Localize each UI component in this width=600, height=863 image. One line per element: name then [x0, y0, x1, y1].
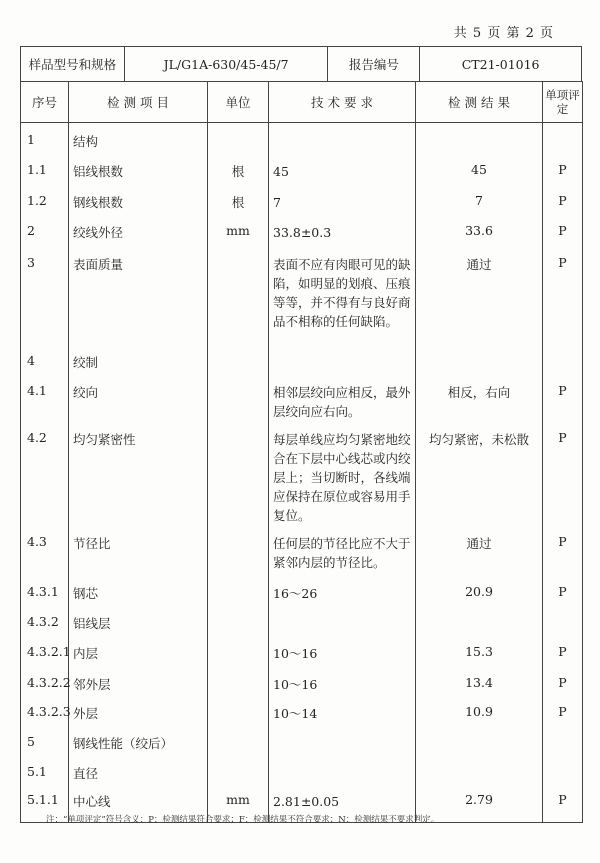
requirement-cell [269, 214, 416, 246]
row-number-text: 4.3.1 [27, 583, 59, 599]
item-name-cell [69, 374, 208, 421]
unit-text [208, 725, 268, 734]
requirement-cell [269, 635, 416, 666]
evaluation-text: P [558, 791, 567, 807]
requirement-cell [269, 123, 416, 153]
row-number-cell [21, 421, 69, 525]
row-number-text: 4.2 [27, 429, 47, 445]
result-text: 通过 [466, 256, 492, 272]
requirement-cell [269, 184, 416, 214]
table-row [21, 605, 583, 635]
row-number-cell [21, 344, 69, 374]
evaluation-cell [543, 635, 583, 666]
item-name-cell [69, 635, 208, 666]
row-number-text: 2 [27, 222, 35, 238]
item-name-text: 邻外层 [73, 676, 111, 692]
result-text: 13.4 [465, 674, 493, 690]
row-number-cell [21, 525, 69, 575]
requirement-cell [269, 246, 416, 344]
result-cell [416, 525, 543, 575]
item-name-text: 铝线层 [73, 615, 111, 631]
row-number-text: 5.1.1 [27, 791, 59, 807]
report-header-table [20, 46, 582, 82]
result-text: 均匀紧密，未松散 [428, 431, 529, 447]
unit-cell [208, 184, 269, 214]
requirement-cell [269, 374, 416, 421]
unit-cell [208, 246, 269, 344]
item-name-cell [69, 421, 208, 525]
result-cell [416, 635, 543, 666]
row-number-cell [21, 575, 69, 605]
item-name-text: 钢线根数 [73, 194, 124, 210]
evaluation-text: P [558, 703, 567, 719]
requirement-text: 45 [273, 163, 289, 179]
result-text [416, 123, 542, 132]
table-row [21, 184, 583, 214]
requirement-text [273, 725, 411, 734]
item-name-text: 钢芯 [73, 585, 99, 601]
item-name-cell [69, 123, 208, 153]
requirement-cell [269, 666, 416, 695]
table-row [21, 525, 583, 575]
unit-text [208, 575, 268, 584]
unit-text [208, 374, 268, 383]
unit-text [208, 755, 268, 764]
table-row [21, 246, 583, 344]
evaluation-text: P [558, 222, 567, 238]
result-cell [416, 246, 543, 344]
result-text [416, 605, 542, 614]
result-text: 2.79 [465, 791, 493, 807]
row-number-text: 3 [27, 254, 35, 270]
item-name-cell [69, 666, 208, 695]
unit-cell [208, 605, 269, 635]
row-number-cell [21, 184, 69, 214]
result-cell [416, 666, 543, 695]
result-cell [416, 123, 543, 153]
evaluation-cell [543, 246, 583, 344]
unit-cell [208, 344, 269, 374]
row-number-cell [21, 214, 69, 246]
unit-cell [208, 123, 269, 153]
column-header-unit: 单位 [208, 82, 269, 123]
item-name-text: 均匀紧密性 [73, 431, 136, 447]
evaluation-cell [543, 525, 583, 575]
row-number-cell [21, 725, 69, 755]
unit-cell [208, 421, 269, 525]
requirement-text [273, 605, 411, 614]
requirement-text: 2.81±0.05 [273, 793, 340, 809]
row-number-cell [21, 755, 69, 783]
report-number-label: 报告编号 [328, 47, 420, 82]
row-number-text: 5 [27, 733, 35, 749]
model-value: JL/G1A-630/45-45/7 [124, 47, 328, 82]
row-number-text: 1.2 [27, 192, 47, 208]
table-row [21, 214, 583, 246]
result-text: 7 [475, 192, 483, 208]
result-cell [416, 153, 543, 184]
row-number-text: 4.3.2.2 [27, 674, 71, 690]
column-header-no: 序号 [21, 82, 69, 123]
page-indicator: 共 5 页 第 2 页 [453, 26, 554, 41]
evaluation-text: P [558, 583, 567, 599]
result-text: 15.3 [465, 643, 493, 659]
table-row [21, 725, 583, 755]
result-cell [416, 374, 543, 421]
result-cell [416, 214, 543, 246]
result-cell [416, 725, 543, 755]
requirement-text: 表面不应有肉眼可见的缺陷，如明显的划痕、压痕等等，并不得有与良好商品不相称的任何缺陷。 [273, 256, 411, 329]
item-name-text: 铝线根数 [73, 163, 124, 179]
evaluation-cell [543, 666, 583, 695]
unit-cell [208, 695, 269, 725]
row-number-cell [21, 123, 69, 153]
item-name-text: 内层 [73, 645, 99, 661]
item-name-cell [69, 153, 208, 184]
evaluation-text [543, 755, 582, 764]
row-number-cell [21, 374, 69, 421]
row-number-text: 4.3.2.3 [27, 703, 71, 719]
table-row [21, 153, 583, 184]
item-name-cell [69, 605, 208, 635]
unit-text [208, 421, 268, 430]
item-name-text: 钢线性能（绞后） [73, 735, 174, 751]
evaluation-text: P [558, 643, 567, 659]
evaluation-text [543, 725, 582, 734]
unit-cell [208, 755, 269, 783]
result-text: 20.9 [465, 583, 493, 599]
evaluation-text: P [558, 192, 567, 208]
row-number-cell [21, 605, 69, 635]
evaluation-cell [543, 605, 583, 635]
unit-cell [208, 525, 269, 575]
table-row [21, 695, 583, 725]
row-number-text: 5.1 [27, 763, 47, 779]
evaluation-cell [543, 755, 583, 783]
requirement-text: 每层单线应均匀紧密地绞合在下层中心线芯或内绞层上；当切断时，各线端应保持在原位或容易用手复位。 [273, 431, 411, 523]
evaluation-text [543, 123, 582, 132]
evaluation-cell [543, 695, 583, 725]
inspection-table [20, 81, 583, 823]
result-cell [416, 344, 543, 374]
model-label: 样品型号和规格 [21, 47, 125, 82]
item-name-cell [69, 755, 208, 783]
table-row [21, 421, 583, 525]
requirement-cell [269, 605, 416, 635]
requirement-cell [269, 695, 416, 725]
unit-text [208, 666, 268, 675]
row-number-text: 4.3.2.1 [27, 643, 71, 659]
unit-text [208, 525, 268, 534]
result-text: 相反，右向 [447, 384, 511, 400]
requirement-text: 16～26 [273, 585, 318, 601]
unit-text [208, 635, 268, 644]
item-name-text: 表面质量 [73, 256, 124, 272]
result-text [416, 344, 542, 353]
unit-text [208, 246, 268, 255]
item-name-text: 绞向 [73, 384, 99, 400]
unit-cell [208, 635, 269, 666]
requirement-text [273, 755, 411, 764]
table-row [21, 755, 583, 783]
evaluation-text: P [558, 382, 567, 398]
item-name-text: 结构 [73, 134, 99, 149]
evaluation-text: P [558, 533, 567, 549]
requirement-text: 33.8±0.3 [273, 224, 332, 240]
evaluation-cell [543, 421, 583, 525]
result-cell [416, 184, 543, 214]
table-row [21, 575, 583, 605]
result-text: 10.9 [465, 703, 493, 719]
row-number-cell [21, 695, 69, 725]
requirement-cell [269, 755, 416, 783]
column-header-evaluation: 单项评定 [543, 82, 583, 123]
row-number-text: 1 [27, 132, 35, 147]
requirement-text: 10～14 [273, 705, 318, 721]
row-number-text: 4.1 [27, 382, 47, 398]
requirement-cell [269, 575, 416, 605]
table-row [21, 666, 583, 695]
unit-text: 根 [231, 194, 245, 210]
evaluation-text [543, 344, 582, 353]
result-cell [416, 575, 543, 605]
evaluation-text: P [558, 429, 567, 445]
evaluation-cell [543, 725, 583, 755]
column-header-requirement: 技 术 要 求 [269, 82, 416, 123]
evaluation-text [543, 605, 582, 614]
result-cell [416, 755, 543, 783]
result-cell [416, 605, 543, 635]
unit-cell [208, 374, 269, 421]
unit-text [208, 344, 268, 353]
requirement-text: 相邻层绞向应相反，最外层绞向应右向。 [273, 384, 411, 419]
unit-cell [208, 575, 269, 605]
table-header-row [21, 82, 583, 123]
item-name-text: 绞线外径 [73, 224, 124, 240]
result-text [416, 755, 542, 764]
requirement-text [273, 123, 411, 132]
requirement-cell [269, 153, 416, 184]
item-name-cell [69, 214, 208, 246]
row-number-text: 4.3 [27, 533, 47, 549]
requirement-text: 10～16 [273, 645, 318, 661]
requirement-cell [269, 421, 416, 525]
requirement-text: 7 [273, 194, 281, 210]
row-number-text: 1.1 [27, 161, 47, 177]
evaluation-cell [543, 153, 583, 184]
item-name-text: 外层 [73, 705, 99, 721]
column-header-result: 检 测 结 果 [416, 82, 543, 123]
item-name-cell [69, 184, 208, 214]
item-name-text: 直径 [73, 765, 99, 781]
evaluation-text: P [558, 161, 567, 177]
result-cell [416, 695, 543, 725]
item-name-text: 绞制 [73, 354, 99, 370]
row-number-cell [21, 635, 69, 666]
row-number-text: 4 [27, 352, 35, 368]
result-text: 33.6 [465, 222, 493, 238]
evaluation-cell [543, 344, 583, 374]
item-name-text: 中心线 [73, 793, 111, 809]
result-cell [416, 421, 543, 525]
evaluation-cell [543, 123, 583, 153]
evaluation-cell [543, 783, 583, 823]
item-name-cell [69, 246, 208, 344]
evaluation-cell [543, 214, 583, 246]
item-name-cell [69, 575, 208, 605]
row-number-cell [21, 246, 69, 344]
unit-text [208, 605, 268, 614]
unit-text: mm [226, 222, 250, 238]
item-name-text: 节径比 [73, 535, 111, 551]
requirement-cell [269, 725, 416, 755]
requirement-cell [269, 525, 416, 575]
evaluation-text: P [558, 674, 567, 690]
item-name-cell [69, 695, 208, 725]
table-row [21, 374, 583, 421]
requirement-text [273, 344, 411, 353]
requirement-text: 任何层的节径比应不大于紧邻内层的节径比。 [273, 535, 411, 570]
evaluation-cell [543, 184, 583, 214]
unit-text: 根 [231, 163, 245, 179]
footnote: 注：“单项评定”符号含义：P：检测结果符合要求；F：检测结果不符合要求；N：检测结果不要求判定。 [46, 815, 440, 825]
unit-cell [208, 725, 269, 755]
item-name-cell [69, 525, 208, 575]
unit-cell [208, 666, 269, 695]
evaluation-cell [543, 374, 583, 421]
table-row [21, 344, 583, 374]
result-text: 通过 [466, 535, 492, 551]
requirement-cell [269, 344, 416, 374]
item-name-cell [69, 344, 208, 374]
result-text [416, 725, 542, 734]
row-number-cell [21, 666, 69, 695]
requirement-text: 10～16 [273, 676, 318, 692]
evaluation-text: P [558, 254, 567, 270]
table-row [21, 635, 583, 666]
row-number-cell [21, 153, 69, 184]
unit-text [208, 695, 268, 704]
unit-cell [208, 153, 269, 184]
report-number-value: CT21-01016 [420, 47, 582, 82]
column-header-item: 检 测 项 目 [69, 82, 208, 123]
row-number-text: 4.3.2 [27, 613, 59, 629]
result-text: 45 [471, 161, 487, 177]
unit-text: mm [226, 791, 250, 807]
unit-text [208, 123, 268, 132]
item-name-cell [69, 725, 208, 755]
evaluation-cell [543, 575, 583, 605]
unit-cell [208, 214, 269, 246]
table-row [21, 123, 583, 153]
